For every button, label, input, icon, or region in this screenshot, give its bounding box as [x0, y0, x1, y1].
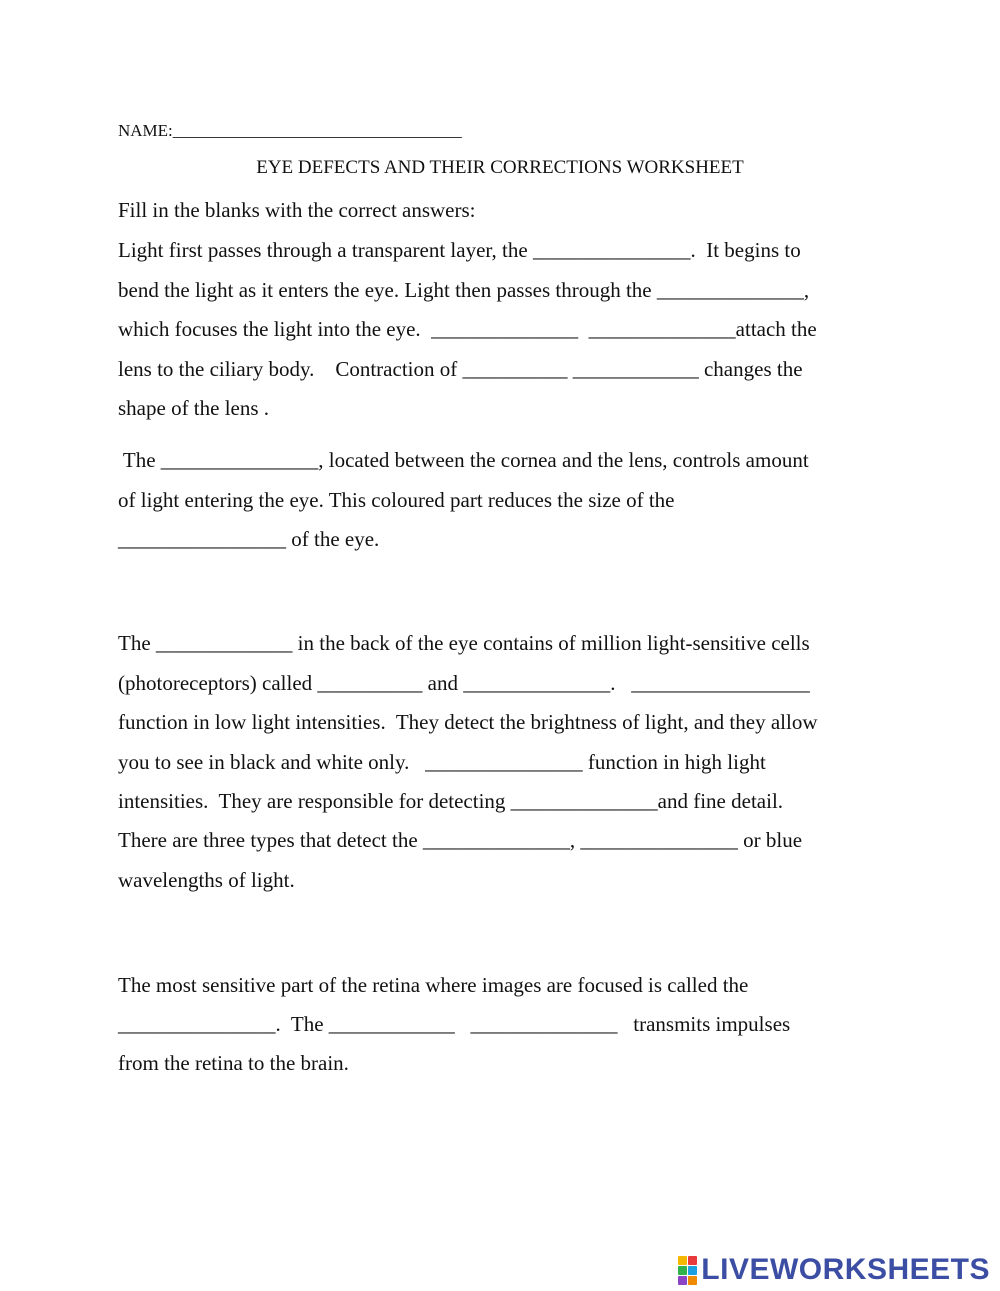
paragraph-3-line-6[interactable]: There are three types that detect the ______________, _______________ or blue	[118, 828, 803, 852]
worksheet-title: EYE DEFECTS AND THEIR CORRECTIONS WORKSHEET	[256, 157, 744, 178]
paragraph-3-line-7: wavelengths of light.	[118, 868, 295, 892]
paragraph-3-line-2[interactable]: (photoreceptors) called __________ and ______________. _________________	[118, 671, 810, 695]
liveworksheets-logo-icon	[678, 1256, 697, 1285]
name-field-line[interactable]: NAME:__________________________________	[118, 121, 462, 140]
liveworksheets-brand[interactable]	[678, 1252, 990, 1288]
paragraph-4-line-3: from the retina to the brain.	[118, 1051, 349, 1075]
paragraph-2-line-3[interactable]: ________________ of the eye.	[118, 527, 380, 551]
paragraph-3-line-4[interactable]: you to see in black and white only. _______________ function in high light	[118, 750, 766, 774]
paragraph-2-line-1[interactable]: The _______________, located between the cornea and the lens, controls amount	[118, 448, 809, 472]
paragraph-1-line-1[interactable]: Light first passes through a transparent layer, the _______________. It begins to	[118, 238, 801, 262]
paragraph-4-line-2[interactable]: _______________. The ____________ ______________ transmits impulses	[118, 1012, 791, 1036]
paragraph-1-line-5: shape of the lens .	[118, 396, 270, 420]
brand-name: LIVEWORKSHEETS	[701, 1253, 990, 1286]
instructions: Fill in the blanks with the correct answers:	[118, 198, 476, 222]
paragraph-1-line-3[interactable]: which focuses the light into the eye. ______________ ______________attach the	[118, 317, 817, 341]
paragraph-3-line-1[interactable]: The _____________ in the back of the eye contains of million light-sensitive cells	[118, 631, 810, 655]
paragraph-3-line-5[interactable]: intensities. They are responsible for detecting ______________and fine detail.	[118, 789, 784, 813]
paragraph-1-line-4[interactable]: lens to the ciliary body. Contraction of __________ ____________ changes the	[118, 357, 803, 381]
paragraph-3-line-3: function in low light intensities. They detect the brightness of light, and they allow	[118, 710, 818, 734]
paragraph-2-line-2: of light entering the eye. This coloured part reduces the size of the	[118, 488, 675, 512]
paragraph-4-line-1: The most sensitive part of the retina where images are focused is called the	[118, 973, 749, 997]
paragraph-1-line-2[interactable]: bend the light as it enters the eye. Light then passes through the ______________,	[118, 278, 810, 302]
